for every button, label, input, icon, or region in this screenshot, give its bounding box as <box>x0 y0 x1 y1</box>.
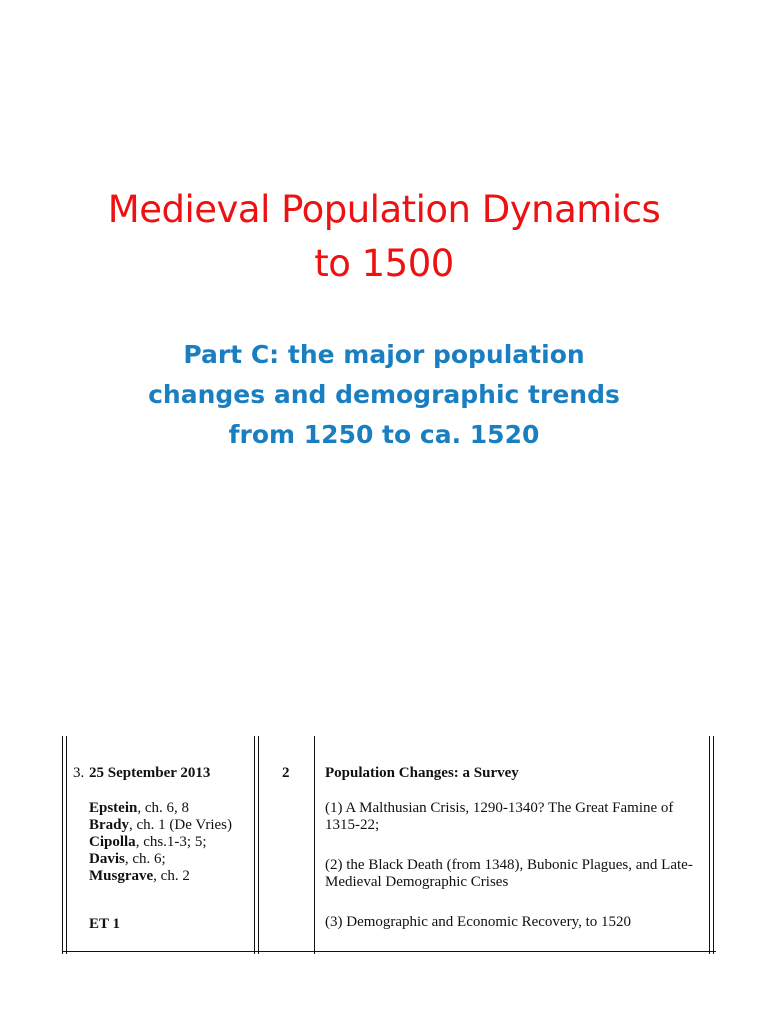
reading-author: Brady <box>89 817 130 833</box>
title-line-1: Medieval Population Dynamics <box>107 188 661 231</box>
table-border-right <box>713 736 714 954</box>
column-divider <box>314 736 315 954</box>
readings-list <box>89 800 249 885</box>
table-border-left <box>62 736 63 954</box>
column-divider <box>258 736 259 954</box>
subtitle-line-3: from 1250 to ca. 1520 <box>228 420 540 449</box>
reading-author: Davis <box>89 851 125 867</box>
topic-item: (2) the Black Death (from 1348), Bubonic Plagues, and Late-Medieval Demographic Crises <box>325 857 693 890</box>
column-divider <box>254 736 255 954</box>
et-label: ET 1 <box>89 916 120 932</box>
subtitle-line-2: changes and demographic trends <box>148 380 620 409</box>
session-date: 25 September 2013 <box>89 765 211 781</box>
reading-ref: , ch. 2 <box>153 868 190 884</box>
topic-item: (3) Demographic and Economic Recovery, to 1520 <box>325 914 632 930</box>
session-number: 3. <box>73 765 85 781</box>
table-bottom-rule <box>62 951 716 952</box>
title-line-2: to 1500 <box>314 242 454 285</box>
slide-title <box>0 183 768 291</box>
reading-ref: , chs.1-3; 5; <box>135 834 207 850</box>
reading-ref: , ch. 6, 8 <box>137 800 190 816</box>
table-border-left-inner <box>66 736 67 954</box>
reading-ref: , ch. 6; <box>124 851 166 867</box>
topic-title: Population Changes: a Survey <box>325 765 519 781</box>
slide-subtitle <box>0 335 768 455</box>
schedule-table <box>62 736 716 954</box>
subtitle-line-1: Part C: the major population <box>183 340 585 369</box>
reading-author: Musgrave <box>89 868 154 884</box>
reading-ref: , ch. 1 (De Vries) <box>129 817 232 833</box>
reading-author: Cipolla <box>89 834 136 850</box>
topic-item: (1) A Malthusian Crisis, 1290-1340? The Great Famine of 1315-22; <box>325 800 674 833</box>
reading-author: Epstein <box>89 800 138 816</box>
week-number: 2 <box>282 765 290 781</box>
